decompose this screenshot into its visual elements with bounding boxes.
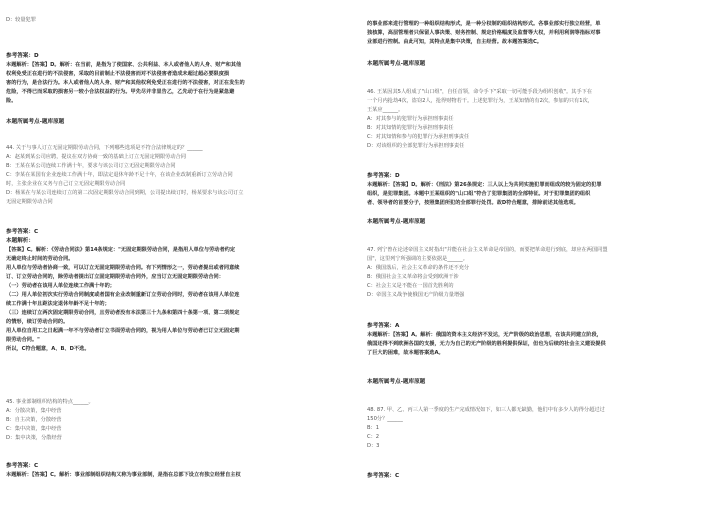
- option-d: D：对该组织的全部犯罪行为承担刑事责任: [367, 143, 465, 149]
- q46-point: [367, 218, 712, 227]
- explanation-line: 害的行为，是合法行为。本人或者他人的人身、财产和其他权利免受正在进行的不法侵害，对正在发生的: [6, 80, 245, 86]
- explanation-line: 险。: [6, 98, 17, 104]
- knowledge-point: 本题所属考点-题库原题: [367, 61, 426, 67]
- q43-point: [6, 118, 351, 127]
- option-a: A：对其参与的犯罪行为承担刑事责任: [367, 116, 454, 122]
- explanation-line: （一）劳动者在该用人单位连续工作满十年的；: [6, 283, 115, 289]
- option-c: C：集中决策，集中经营: [6, 426, 62, 432]
- question-stem: 48. 87. 甲、乙、丙三人第一季度的生产完成情况如下，如三人都无缺勤，他们中有多少人的得分超过过: [367, 407, 605, 413]
- q47-point: [367, 378, 712, 387]
- q45-answer-block: [6, 462, 351, 480]
- option-c: C：李某在某国有企业连续工作满十年，即法定退休年龄不足十年，在该企业改制重新订立劳动合同: [6, 172, 233, 178]
- explanation-line: 用人单位与劳动者协商一致，可以订立无固定期限劳动合同。有下列情形之一，劳动者提出或者同意续: [6, 265, 240, 271]
- option-b: B：俄国社会主义革命将会受到欧洲干涉: [367, 274, 459, 280]
- explanation-line: 的事业部来进行管理的一种组织结构形式，是一种分权制的组织结构形式。各事业部实行独立经营，单: [367, 21, 601, 27]
- answer-label: 参考答案：D: [367, 173, 400, 179]
- explanation-line: 独核算，高层管理者只保留人事决策、财务控制、规定价格幅度及监督等大权，并利用利润等指标对事: [367, 30, 601, 36]
- explanation-line: 组织，是犯罪集团。本题中王某组织的"山口组"符合了犯罪集团的全部特征。对于犯罪集团的组织: [367, 191, 591, 197]
- option-d: D：集中决策，分散经营: [6, 435, 62, 441]
- option-c-cont: 时，主张企业在义务与自己订立无固定期限劳动合同: [6, 181, 126, 187]
- q47-stem-block: [367, 246, 712, 300]
- explanation-line: 无确定终止时间的劳动合同。: [6, 256, 74, 262]
- explanation-line: 业部进行控制。由此可知，其特点是集中决策，自主经营。故本题答案选C。: [367, 39, 542, 45]
- explanation-line: 了巨大的困难，故本题答案选A。: [367, 350, 444, 356]
- right-column: [367, 0, 712, 508]
- q48-answer-block: [367, 472, 712, 481]
- explanation-line: 订、订立劳动合同的，除劳动者提出订立固定期限劳动合同外，应当订立无固定期限劳动合同：: [6, 274, 224, 280]
- q48-stem-block: [367, 406, 712, 451]
- q45-stem-block: [6, 398, 351, 443]
- explanation-line: （二）用人单位初次实行劳动合同制度或者国有企业改制重新订立劳动合同时，劳动者在该用人单位连: [6, 292, 240, 298]
- q45-cont-block: [367, 20, 712, 47]
- explanation-line: 用人单位自用工之日起满一年不与劳动者订立书面劳动合同的，视为用人单位与劳动者已订立无固定期: [6, 328, 240, 334]
- answer-label: 参考答案：D: [6, 53, 39, 59]
- top-option-block: [6, 16, 351, 25]
- q47-answer-block: [367, 322, 712, 358]
- option-d: D：帝国主义战争使俄国无产阶级力量增强: [367, 292, 465, 298]
- explanation-line: 【答案】C。解析：《劳动合同法》第14条规定："无固定期限劳动合同，是指用人单位与劳动者约定: [6, 247, 236, 253]
- answer-label: 参考答案：A: [367, 323, 400, 329]
- question-stem: 47. 列宁曾在论述帝国主义时指出"并能在社会主义革命是帝国的，而要把革命进行到底，却应在两国同盟: [367, 247, 608, 253]
- option-a: A：俄国落后，社会主义革命的条件还不充分: [367, 265, 470, 271]
- question-stem-cont: 一个月内抢劫4次，盗窃2人，抢得财物若干。上述犯罪行为，王某知情的有2次，参加的只有1次，: [367, 98, 593, 104]
- question-stem: 44. 关于与事人订立无固定期限劳动合同，下列哪些选项是不符合法律规定的？______: [6, 145, 203, 151]
- option-b: B：王某在某公司连续工作满十年，要求与该公司订立无固定期限劳动合同: [6, 163, 176, 169]
- option-d: D：较量犯罪: [6, 17, 36, 23]
- q45-point: [367, 60, 712, 69]
- explanation-line: 的情形，续订劳动合同的。: [6, 319, 69, 325]
- question-stem-cont: 150分？______: [367, 416, 403, 422]
- option-d: D：杨某在与某公司连续订立的第二次固定期限劳动合同到期，公司提出续订时，杨某要求与该公司订立: [6, 190, 244, 196]
- explanation-line: 本题解析：【答案】D。解析：《刑法》第26条规定：三人以上为共同实施犯罪而组成的较为固定的犯罪: [367, 182, 602, 188]
- question-stem: 46. 王某因其5人组成了"山口组"，自任首领，命令手下"采取一切可能手段为组织创收"。其手下在: [367, 89, 593, 95]
- explanation-line: 俄国还得不到欧洲各国的支援，无力为自己的无产阶级的胜利提供保证，但也为后续的社会主义建设提供: [367, 341, 606, 347]
- explanation-label: 本题解析：: [6, 238, 34, 244]
- option-c: C：对其知情和参与的犯罪行为承担刑事责任: [367, 134, 470, 140]
- explanation-line: 本题解析：【答案】D。解析：在当前，是指为了使国家、公共利益、本人或者他人的人身、财产和其他: [6, 62, 242, 68]
- explanation-line: 本题解析：【答案】A。解析：俄国的资本主义经济不发达，无产阶级的政治思想，在该共同建立阶段，: [367, 332, 602, 338]
- explanation-line: 权利免受正在进行的不法侵害，采取的目前制止不法侵害而对不法侵害者造成未超过超必要限度损: [6, 71, 230, 77]
- option-b: B：1: [367, 425, 380, 431]
- q43-answer-block: [6, 52, 351, 106]
- q44-stem-block: [6, 144, 351, 207]
- answer-label: 参考答案：C: [6, 463, 39, 469]
- knowledge-point: 本题所属考点-题库原题: [6, 119, 65, 125]
- option-c: C：社会主义是不能在一国首先胜利的: [367, 283, 454, 289]
- explanation-line: 所以，C符合题意，A、B、D不选。: [6, 346, 90, 352]
- answer-label: 参考答案：C: [6, 229, 39, 235]
- option-c: C：2: [367, 434, 380, 440]
- q46-stem-block: [367, 88, 712, 151]
- answer-label: 参考答案：C: [367, 473, 400, 479]
- option-a: A：分散决策，集中经营: [6, 408, 62, 414]
- knowledge-point: 本题所属考点-题库原题: [367, 379, 426, 385]
- explanation-line: 续工作满十年且距法定退休年龄不足十年的；: [6, 301, 110, 307]
- explanation-line: 危险，不得已而采取的损害另一较小合法权益的行为。甲先尽并非显告乙，乙先动于在行为是紧急避: [6, 89, 235, 95]
- explanation-line: （三）连续订立两次固定期限劳动合同，且劳动者没有本法第三十九条和第四十条第一项、第二项规定: [6, 310, 240, 316]
- left-column: [6, 0, 351, 508]
- explanation-line: 者、领导者的首要分子，按照集团所犯的全部罪行处罚。故D符合题意，排除前述其他选项。: [367, 200, 579, 206]
- explanation-line: 本题解析：【答案】C。解析：事业部制组织结构又称为事业部制，是指在总部下设立有独立经营自主权: [6, 472, 241, 478]
- question-stem: 45. 事业部制组织结构的特点______。: [6, 399, 94, 405]
- option-d-cont: 无固定期限劳动合同: [6, 199, 53, 205]
- q44-answer-block: [6, 228, 351, 354]
- option-b: B：对其知情的犯罪行为承担刑事责任: [367, 125, 454, 131]
- question-stem-cont: 国"，这里列宁所强调的主要依据是______。: [367, 256, 468, 262]
- explanation-line: 限劳动合同。": [6, 337, 40, 343]
- knowledge-point: 本题所属考点-题库原题: [367, 219, 426, 225]
- option-a: A：赵某到某公司应聘，提议在双方协商一致的基础上订立无固定期限劳动合同: [6, 154, 186, 160]
- q46-answer-block: [367, 172, 712, 208]
- option-b: B：自主决策，分散经营: [6, 417, 62, 423]
- question-stem-cont: 王某应______。: [367, 107, 404, 113]
- option-d: D：3: [367, 443, 380, 449]
